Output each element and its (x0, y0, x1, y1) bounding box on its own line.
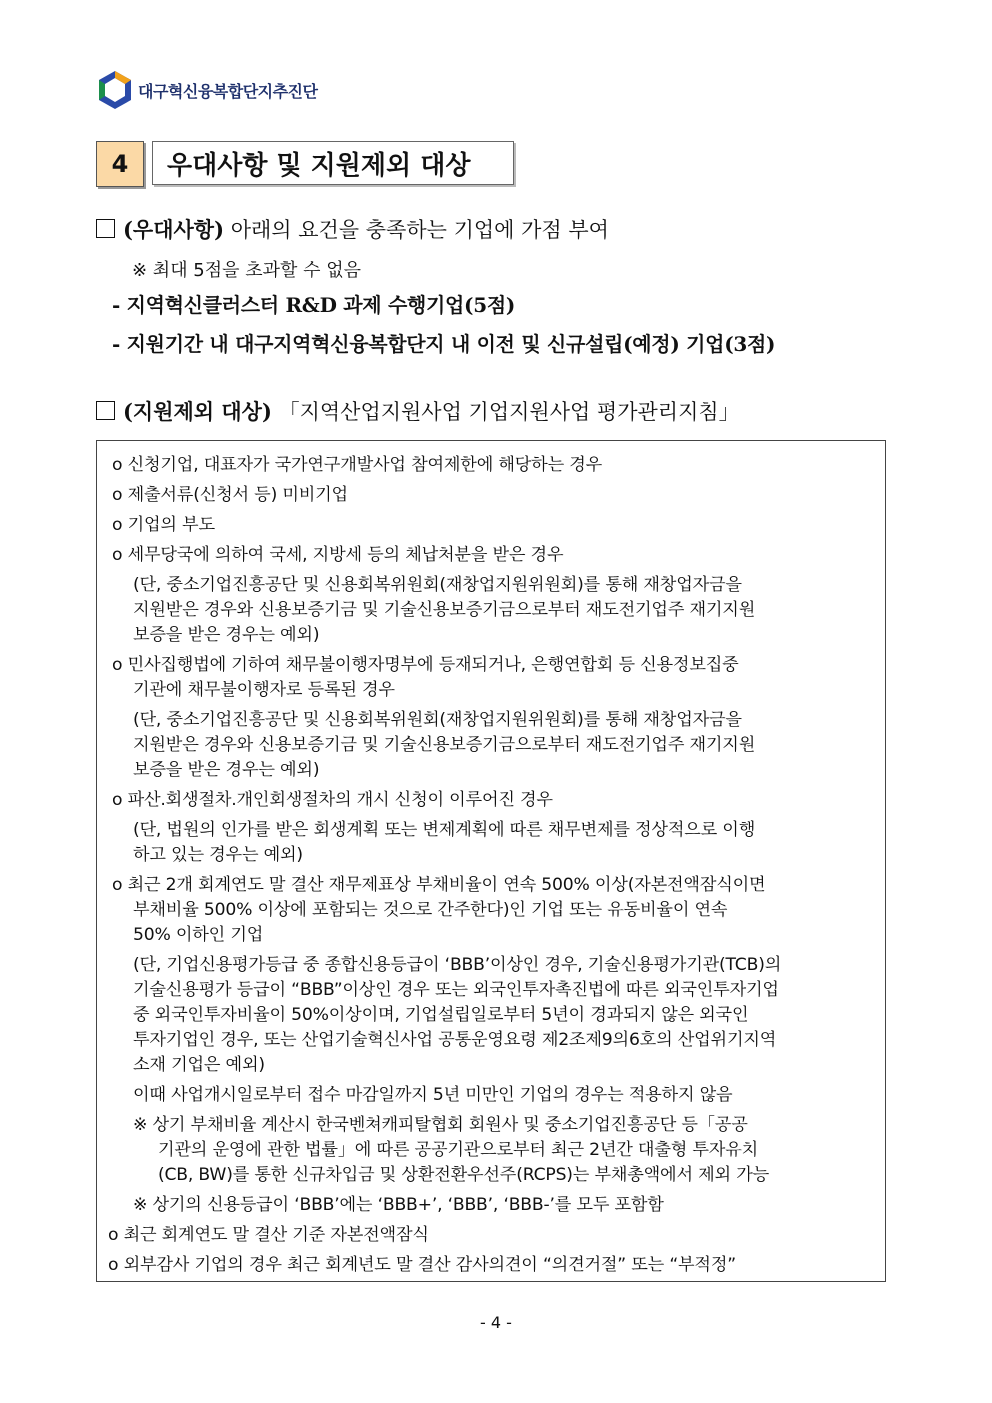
exclusion-heading-text: 「지역산업지원사업 기업지원사업 평가관리지침」 (271, 400, 740, 424)
preference-heading (96, 214, 609, 244)
exclusion-heading-label: (지원제외 대상) (123, 399, 272, 424)
exclusion-line: 지원받은 경우와 신용보증기금 및 기술신용보증기금으로부터 재도전기업주 재기지원 (133, 735, 756, 755)
exclusion-line: (단, 법원의 인가를 받은 회생계획 또는 변제계획에 따른 채무변제를 정상적으로 이행 (133, 820, 756, 840)
exclusion-line: o 세무당국에 의하여 국세, 지방세 등의 체납처분을 받은 경우 (112, 545, 564, 565)
exclusion-line: o 기업의 부도 (112, 515, 215, 535)
preference-heading-label: (우대사항) (123, 217, 225, 242)
exclusion-line: o 최근 2개 회계연도 말 결산 재무제표상 부채비율이 연속 500% 이상(자본전액잠식이면 (112, 875, 766, 895)
exclusion-line: 투자기업인 경우, 또는 산업기술혁신사업 공통운영요령 제2조제9의6호의 산업위기지역 (133, 1030, 777, 1050)
exclusion-line: o 신청기업, 대표자가 국가연구개발사업 참여제한에 해당하는 경우 (112, 455, 603, 475)
exclusion-line: 하고 있는 경우는 예외) (133, 845, 303, 865)
exclusion-line: 기술신용평가 등급이 “BBB”이상인 경우 또는 외국인투자촉진법에 따른 외국인투자기업 (133, 980, 779, 1000)
exclusion-line: 50% 이하인 기업 (133, 925, 264, 945)
section-title: 우대사항 및 지원제외 대상 (152, 141, 514, 185)
exclusion-line: 기관에 채무불이행자로 등록된 경우 (133, 680, 395, 700)
org-logo (98, 70, 317, 110)
exclusion-line: 중 외국인투자비율이 50%이상이며, 기업설립일로부터 5년이 경과되지 않은 외국인 (133, 1005, 749, 1025)
exclusion-line: 이때 사업개시일로부터 접수 마감일까지 5년 미만인 기업의 경우는 적용하지 않음 (133, 1085, 733, 1105)
checkbox-square-icon (96, 401, 115, 420)
exclusion-line: o 최근 회계연도 말 결산 기준 자본전액잠식 (108, 1225, 429, 1245)
section-number: 4 (96, 141, 144, 187)
preference-item: - 지원기간 내 대구지역혁신융복합단지 내 이전 및 신규설립(예정) 기업(3점) (112, 332, 776, 356)
exclusion-line: ※ 상기의 신용등급이 ‘BBB’에는 ‘BBB+’, ‘BBB’, ‘BBB-’를 모두 포함함 (133, 1195, 664, 1215)
org-name: 대구혁신융복합단지추진단 (138, 81, 318, 101)
exclusion-line: o 민사집행법에 기하여 채무불이행자명부에 등재되거나, 은행연합회 등 신용정보집중 (112, 655, 739, 675)
exclusion-line: 기관의 운영에 관한 법률」에 따른 공공기관으로부터 최근 2년간 대출형 투자유치 (158, 1140, 758, 1160)
exclusion-line: 소재 기업은 예외) (133, 1055, 265, 1075)
exclusion-line: o 파산.회생절차.개인회생절차의 개시 신청이 이루어진 경우 (112, 790, 553, 810)
exclusion-heading (96, 396, 740, 426)
exclusion-line: 지원받은 경우와 신용보증기금 및 기술신용보증기금으로부터 재도전기업주 재기지원 (133, 600, 756, 620)
exclusion-line: (단, 기업신용평가등급 중 종합신용등급이 ‘BBB’이상인 경우, 기술신용평가기관(TCB)의 (133, 955, 782, 975)
exclusion-line: 보증을 받은 경우는 예외) (133, 760, 320, 780)
exclusion-line: o 제출서류(신청서 등) 미비기업 (112, 485, 348, 505)
exclusion-line: 부채비율 500% 이상에 포함되는 것으로 간주한다)인 기업 또는 유동비율이 연속 (133, 900, 728, 920)
exclusion-line: o 외부감사 기업의 경우 최근 회계년도 말 결산 감사의견이 “의견거절” 또는 “부적정” (108, 1255, 736, 1275)
exclusion-line: ※ 상기 부채비율 계산시 한국벤쳐캐피탈협회 회원사 및 중소기업진흥공단 등「공공 (133, 1115, 748, 1135)
preference-heading-text: 아래의 요건을 충족하는 기업에 가점 부여 (224, 218, 609, 242)
exclusion-line: (단, 중소기업진흥공단 및 신용회복위원회(재창업지원위원회)를 통해 재창업자금을 (133, 575, 742, 595)
checkbox-square-icon (96, 219, 115, 238)
preference-note: ※ 최대 5점을 초과할 수 없음 (132, 260, 362, 281)
exclusion-line: (CB, BW)를 통한 신규차입금 및 상환전환우선주(RCPS)는 부채총액에서 제외 가능 (158, 1165, 770, 1185)
exclusion-line: 보증을 받은 경우는 예외) (133, 625, 320, 645)
exclusion-line: (단, 중소기업진흥공단 및 신용회복위원회(재창업지원위원회)를 통해 재창업자금을 (133, 710, 742, 730)
preference-item: - 지역혁신클러스터 R&D 과제 수행기업(5점) (112, 293, 516, 317)
page-number: - 4 - (480, 1313, 512, 1332)
org-logo-icon (98, 70, 132, 110)
